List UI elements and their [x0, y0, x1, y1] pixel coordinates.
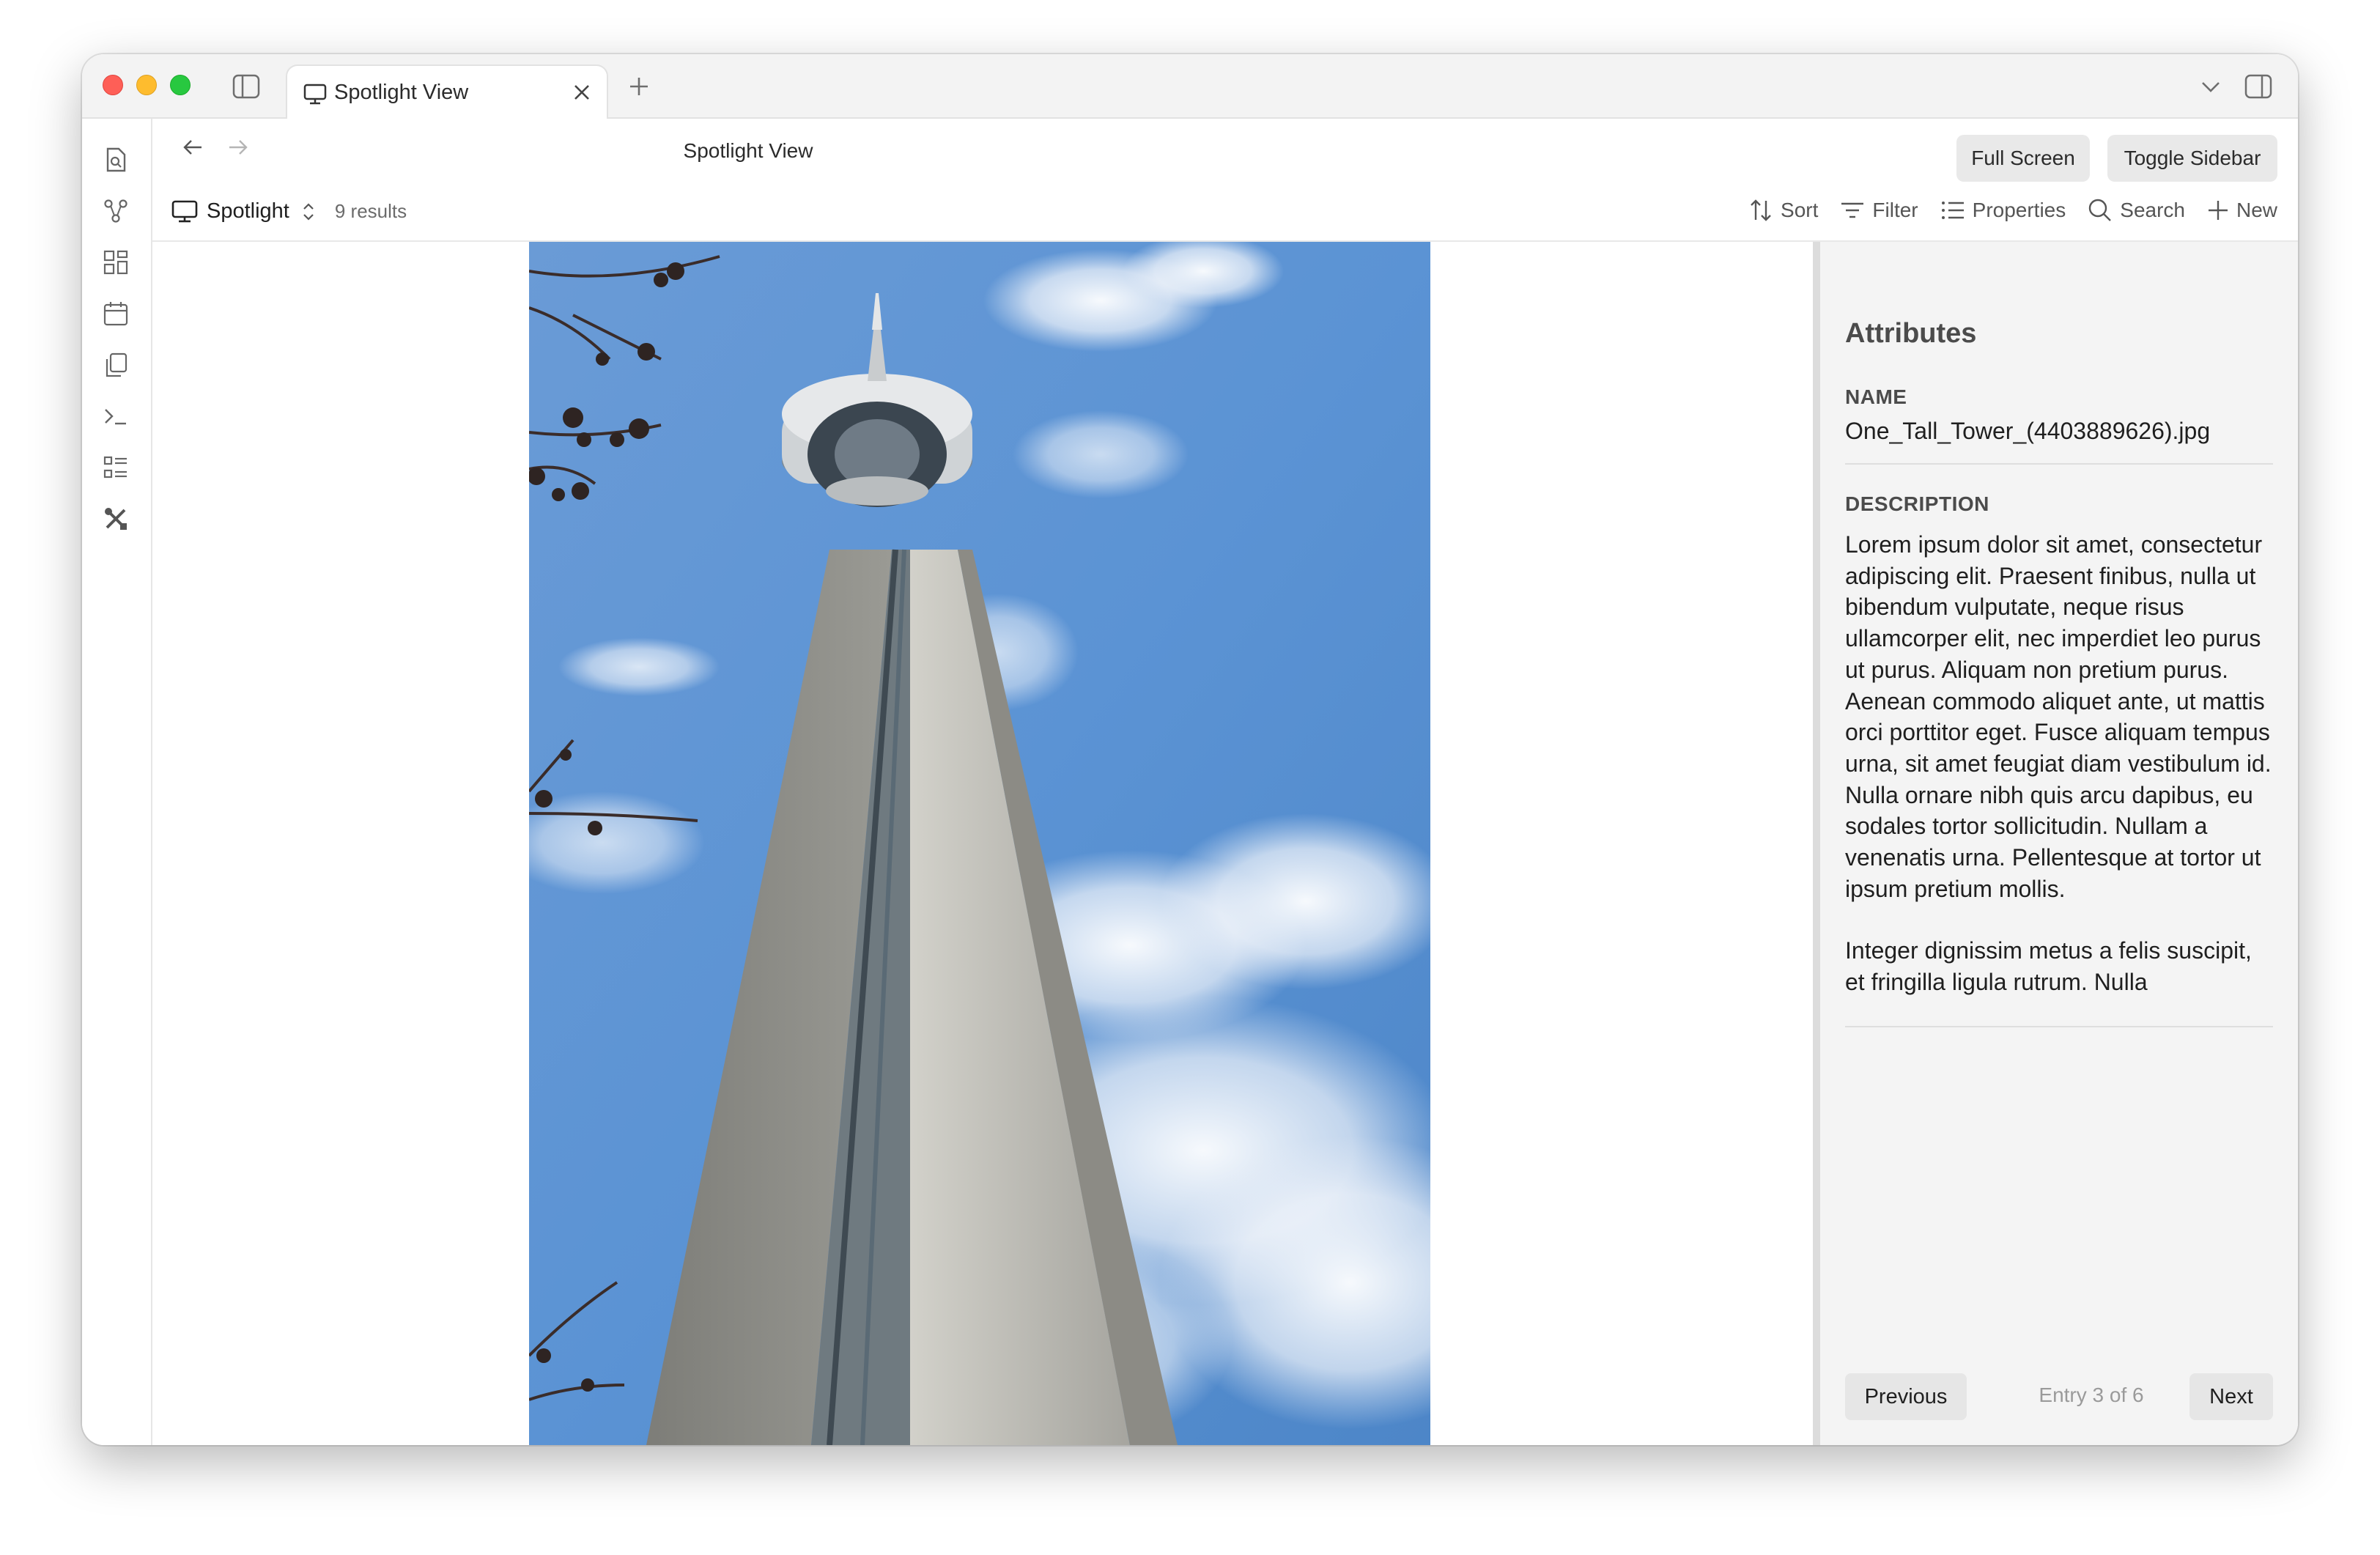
description-paragraph: Lorem ipsum dolor sit amet, consectetur adipiscing elit. Praesent finibus, nulla ut bibendum vulputate, neque risus ullamcorper elit, nec imperdiet leo purus ut purus. Aliquam non pretium purus. Aenean commodo aliquet ante, ut mattis orci porttitor eget. Fusce aliquam tempus urna, sit amet feugiat diam vestibulum id. Nulla ornare nibh quis arcu dapibus, eu sodales tortor sollicitudin. Nullam a venenatis urna. Pellentesque at tortor ut ipsum pretium mollis. — [1845, 531, 2272, 902]
properties-icon — [1940, 199, 1965, 221]
tab-label: Spotlight View — [334, 81, 469, 104]
new-tab-icon[interactable] — [626, 73, 652, 100]
search-button[interactable] — [2088, 198, 2185, 223]
results-count: 9 results — [334, 200, 407, 222]
full-screen-button[interactable]: Full Screen — [1956, 135, 2090, 182]
view-selector[interactable] — [171, 199, 316, 224]
spotlight-image — [529, 242, 1430, 1445]
filter-icon — [1840, 199, 1865, 221]
view-name: Spotlight — [207, 199, 289, 223]
terminal-icon[interactable] — [100, 400, 132, 432]
properties-label: Properties — [1972, 199, 2066, 221]
attributes-sidebar — [1820, 242, 2298, 1445]
divider — [1845, 1026, 2273, 1027]
calendar-icon[interactable] — [100, 298, 132, 330]
close-window-button[interactable] — [103, 75, 123, 95]
description-label: DESCRIPTION — [1845, 492, 1989, 515]
filter-button[interactable] — [1840, 199, 1918, 222]
monitor-icon — [303, 84, 327, 109]
right-sidebar-icon[interactable] — [2244, 72, 2273, 101]
sidebar-resize-handle[interactable] — [1813, 242, 1820, 1445]
chevron-down-icon[interactable] — [2200, 76, 2222, 98]
title-bar — [82, 54, 2298, 119]
search-icon — [2088, 198, 2113, 223]
new-button[interactable] — [2207, 199, 2277, 222]
monitor-icon — [171, 200, 198, 224]
toggle-sidebar-button[interactable]: Toggle Sidebar — [2107, 135, 2277, 182]
properties-button[interactable] — [1940, 199, 2066, 222]
copy-icon[interactable] — [100, 349, 132, 381]
ribbon — [82, 119, 152, 1445]
plus-icon — [2207, 199, 2229, 221]
spotlight-content — [152, 242, 1813, 1445]
graph-icon[interactable] — [100, 195, 132, 227]
search-label: Search — [2120, 199, 2185, 221]
name-label: NAME — [1845, 385, 1907, 408]
list-icon[interactable] — [100, 451, 132, 484]
divider — [1845, 463, 2273, 465]
close-icon[interactable] — [572, 82, 592, 106]
search-file-icon[interactable] — [100, 144, 132, 176]
new-label: New — [2236, 199, 2277, 221]
entry-status: Entry 3 of 6 — [2039, 1384, 2144, 1406]
dashboard-icon[interactable] — [100, 246, 132, 278]
sort-label: Sort — [1781, 199, 1819, 221]
sidebar-toggle-icon[interactable] — [232, 72, 261, 101]
description-text — [1845, 529, 2273, 1022]
page-title: Spotlight View — [683, 139, 813, 162]
name-value: One_Tall_Tower_(4403889626).jpg — [1845, 418, 2211, 444]
tools-icon[interactable] — [100, 503, 132, 535]
chevron-up-down-icon — [301, 202, 316, 222]
next-button[interactable]: Next — [2189, 1373, 2273, 1420]
previous-button[interactable]: Previous — [1845, 1373, 1967, 1420]
description-paragraph: Integer dignissim metus a felis suscipit, et fringilla ligula rutrum. Nulla — [1845, 937, 2252, 996]
sort-button[interactable] — [1748, 198, 1818, 223]
sidebar-title: Attributes — [1845, 318, 1977, 349]
view-header — [152, 119, 2298, 242]
minimize-window-button[interactable] — [136, 75, 157, 95]
tab-spotlight-view[interactable] — [286, 64, 608, 120]
app-window — [82, 54, 2298, 1445]
zoom-window-button[interactable] — [170, 75, 191, 95]
sort-icon — [1748, 198, 1773, 223]
filter-label: Filter — [1872, 199, 1918, 221]
